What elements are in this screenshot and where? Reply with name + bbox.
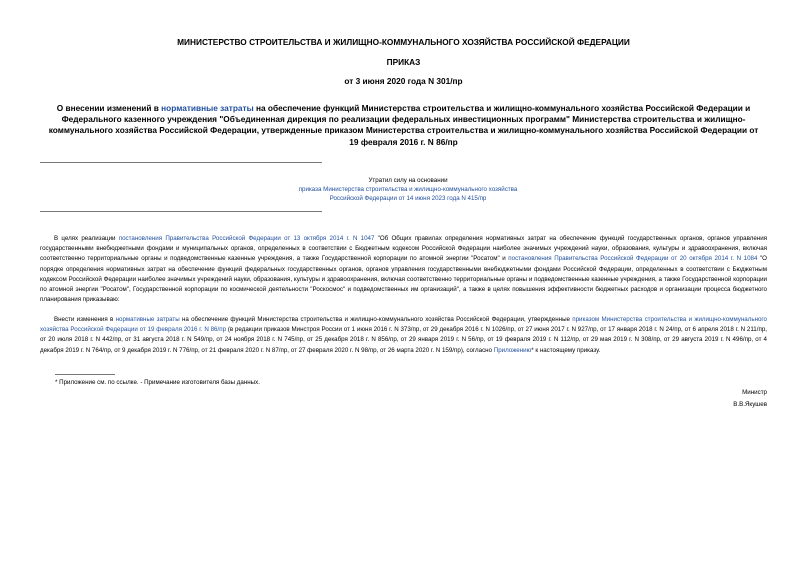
document-title [44,103,763,148]
para2-text-a: Внести изменения в [54,316,116,323]
ministry-name: МИНИСТЕРСТВО СТРОИТЕЛЬСТВА И ЖИЛИЩНО-КОММУНАЛЬНОГО ХОЗЯЙСТВА РОССИЙСКОЙ ФЕДЕРАЦИИ [177,37,630,47]
para2-link-3[interactable]: Приложению [493,346,532,354]
divider-top [40,162,322,163]
para2-link-2[interactable]: приказом Министерства строительства и жилищно-коммунального хозяйства Российской Федерации от 19 февраля 2016 г. N 86/пр [40,316,767,334]
title-link[interactable]: нормативные затраты [161,103,254,113]
para2-text-c: (в редакции приказов Минстроя России от 1 июня 2016 г. N 373/пр, от 29 декабря 2016 г. N 1026/пр, от 27 июня 2017 г. N 927/пр, от 17 января 2018 г. N 24/пр, от 6 апреля 2018 г. N 211/пр, от 20 июля 2018 г. N 442/пр, от 31 августа 2018 г. N 549/пр, от 24 ноября 2018 г. N 745/пр, от 25 декабря 2018 г. N 856/пр, от 29 января 2019 г. N 56/пр, от 19 февраля 2019 г. N 112/пр, от 29 мая 2019 г. N 308/пр, от 29 августа 2019 г. N 496/пр, от 4 декабря 2019 г. N 764/пр, от 9 декабря 2019 г. N 776/пр, от 21 февраля 2020 г. N 87/пр, от 27 февраля 2020 г. N 98/пр, от 26 марта 2020 г. N 159/пр), согласно [40,326,767,354]
notice-link-line-2[interactable]: приказа Министерства строительства и жилищно-коммунального хозяйства [298,186,518,194]
signature-position: Министр [742,389,767,396]
para1-text-c: "О порядке определения нормативных затрат на обеспечение функций федеральных государственных органов, органов управления государственными внебюджетными фондами Российской Федерации, определенных в соответствии с Бюджетным кодексом Российской Федерации наиболее значимых учреждений науки, образования, культуры и здравоохранения, включая соответственно территориальные органы и подведомственные казенные учреждения, а также Государственной корпорации по атомной энергии "Росатом", Государственной корпорации по космической деятельности "Роскосмос" и подведомственных им организаций", а также в целях повышения эффективности бюджетных расходов и организации процесса бюджетного планирования приказываю: [40,255,767,304]
notice-link-line-3[interactable]: Российской Федерации от 14 июня 2023 года N 415/пр [329,195,487,203]
para1-link-2[interactable]: постановления Правительства Российской Федерации от 20 октября 2014 г. N 1084 [508,255,758,263]
document-type: ПРИКАЗ [386,57,421,67]
paragraph-1 [40,234,767,305]
notice-line-1: Утратил силу на основании [368,177,448,184]
para2-text-b: на обеспечение функций Министерства строительства и жилищно-коммунального хозяйства Российской Федерации, утвержденные [179,316,573,323]
paragraph-2 [40,315,767,356]
para1-text-b: "Об Общих правилах определения нормативных затрат на обеспечение функций государственных органов, органов управления государственными внебюджетными фондами и муниципальных органов, определенных в соответствии с Бюджетным кодексом Российской Федерации наиболее значимых учреждений науки, образования, культуры и здравоохранения, включая соответственно территориальные органы и подведомственные казенные учреждения, а также Государственной корпорации по атомной энергии "Росатом" и [40,235,767,263]
title-prefix: О внесении изменений в [56,103,162,113]
divider-bottom [40,211,322,212]
footnote-divider [55,374,115,375]
para1-link-1[interactable]: постановления Правительства Российской Федерации от 13 октября 2014 г. N 1047 [118,235,375,242]
signature-name: В.В.Якушев [733,401,767,408]
para1-text-a: В целях реализации [54,235,119,242]
title-rest: на обеспечение функций Министерства строительства и жилищно-коммунального хозяйства Российской Федерации и Федерального казенного учреждения "Объединенная дирекция по реализации федеральных инвестиционных программ" Министерства строительства и жилищно-коммунального хозяйства Российской Федерации, утвержденные приказом Министерства строительства и жилищно-коммунального хозяйства Российской Федерации от 19 февраля 2016 г. N 86/пр [48,103,759,147]
repeal-notice [230,176,586,204]
footnote: * Приложение см. по ссылке. - Примечание изготовителя базы данных. [55,379,260,386]
para2-text-d: * к настоящему приказу. [531,346,601,354]
para2-link-1[interactable]: нормативные затраты [115,316,180,323]
document-date-number: от 3 июня 2020 года N 301/пр [344,76,463,86]
